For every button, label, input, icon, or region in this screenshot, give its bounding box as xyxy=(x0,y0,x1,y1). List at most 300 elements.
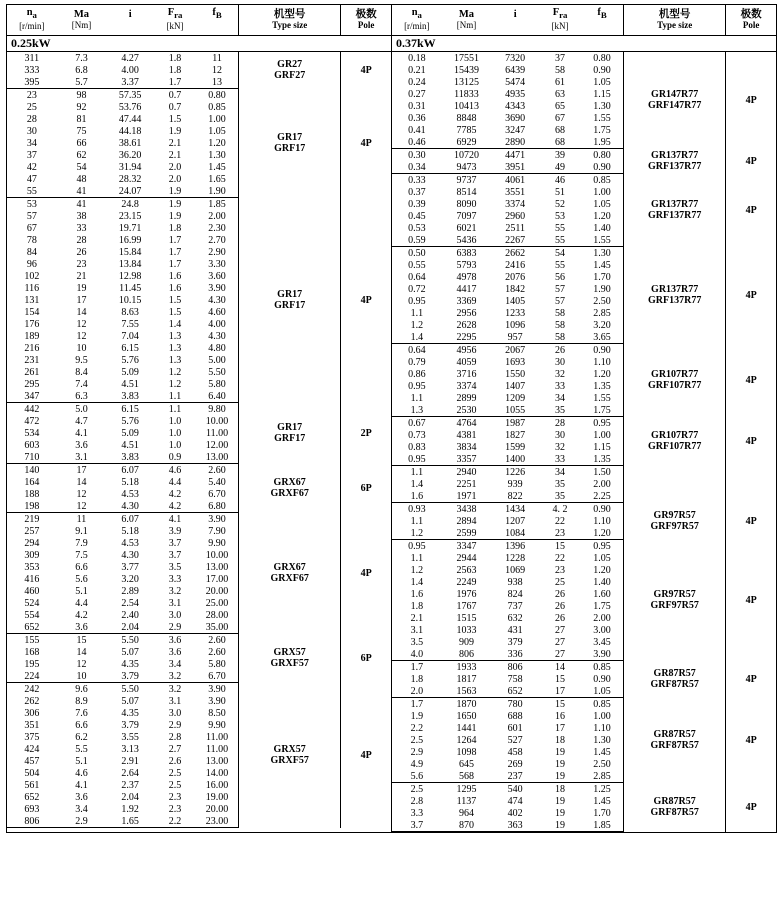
cell-c5: 1.40 xyxy=(593,576,611,588)
cell-c5: 1.30 xyxy=(593,100,611,112)
table-row xyxy=(7,52,391,65)
cell-c4: 1.3 xyxy=(168,354,182,366)
cell-c4: 19 xyxy=(555,746,566,758)
cell-c1: 1.9 xyxy=(410,710,424,722)
cell-c3: 1228 xyxy=(505,552,526,564)
cell-type-size: GR137R77 GRF137R77 xyxy=(624,247,726,344)
cell-c1: 1.1 xyxy=(410,552,424,564)
cell-c3: 632 xyxy=(507,612,523,624)
header-pole: 极数 Pole xyxy=(726,5,776,36)
cell-c4: 1.0 xyxy=(168,427,182,439)
cell-c5: 2.00 xyxy=(208,210,226,222)
cell-c5: 5.80 xyxy=(208,658,226,670)
cell-c4: 2.8 xyxy=(168,731,182,743)
cell-c2: 5.6 xyxy=(75,573,88,585)
cell-c4: 0.7 xyxy=(168,89,182,101)
cell-c1: 1.3 xyxy=(392,404,442,417)
cell-c4: 34 xyxy=(555,392,566,404)
cell-pole: 4P xyxy=(726,540,776,661)
cell-c4: 15 xyxy=(555,673,566,685)
cell-c1: 0.45 xyxy=(408,210,426,222)
cell-c3: 2267 xyxy=(491,234,539,247)
cell-c2: 7.6 xyxy=(75,707,88,719)
cell-c3: 1055 xyxy=(491,404,539,417)
cell-c3: 3.79 xyxy=(121,719,139,731)
cell-c3: 2890 xyxy=(491,136,539,149)
cell-c2: 41 xyxy=(76,198,87,210)
cell-c4: 1.6 xyxy=(168,282,182,294)
cell-c4: 19 xyxy=(555,758,566,770)
cell-c1: 0.18 xyxy=(408,52,426,64)
cell-c5: 3.60 xyxy=(208,270,226,282)
cell-c1: 47 xyxy=(26,173,37,185)
cell-type-size xyxy=(624,466,726,503)
cell-c5: 1.45 xyxy=(593,795,611,807)
cell-c2: 3834 xyxy=(456,441,477,453)
cell-c4: 68 xyxy=(555,124,566,136)
cell-c4: 35 xyxy=(555,478,566,490)
cell-c5: 11 xyxy=(212,52,222,64)
cell-c2: 9.5 xyxy=(75,354,88,366)
cell-c2: 14 xyxy=(76,476,87,488)
cell-c1: 347 xyxy=(7,390,57,403)
cell-c2: 2944 xyxy=(456,552,477,564)
cell-c4: 32 xyxy=(555,441,566,453)
cell-c5: 0.85 xyxy=(208,101,226,113)
cell-c1: 188 xyxy=(24,488,40,500)
cell-c3: 4.51 xyxy=(121,378,139,390)
cell-c3: 5.76 xyxy=(121,354,139,366)
cell-c5: 2.30 xyxy=(208,222,226,234)
cell-c2: 7.4 xyxy=(75,378,88,390)
cell-c3: 5.18 xyxy=(121,476,139,488)
cell-c1: 1.1 xyxy=(410,466,424,478)
cell-c2: 2940 xyxy=(456,466,477,478)
cell-c5: 2.85 xyxy=(593,307,611,319)
cell-c3: 3374 xyxy=(505,198,526,210)
cell-c3: 4.53 xyxy=(121,488,139,500)
cell-c5: 5.00 xyxy=(208,354,226,366)
cell-c5: 1.00 xyxy=(593,429,611,441)
cell-c1: 67 xyxy=(26,222,37,234)
cell-c4: 17 xyxy=(539,685,581,698)
cell-c2: 19 xyxy=(76,282,87,294)
cell-c5: 1.10 xyxy=(593,356,611,368)
cell-c4: 4.4 xyxy=(168,476,182,488)
cell-c3: 1434 xyxy=(505,503,526,515)
cell-c1: 261 xyxy=(24,366,40,378)
cell-c3: 4.51 xyxy=(121,439,139,451)
cell-c2: 1137 xyxy=(456,795,477,807)
cell-c4: 3.6 xyxy=(168,646,182,658)
cell-c2: 8090 xyxy=(456,198,477,210)
cell-c5: 1.20 xyxy=(593,210,611,222)
cell-c2: 10 xyxy=(76,342,87,354)
cell-c3: 13.84 xyxy=(118,258,142,270)
table-row xyxy=(7,198,391,211)
left-power-label: 0.25kW xyxy=(7,36,391,52)
cell-c5: 5.50 xyxy=(208,366,226,378)
cell-c5: 1.35 xyxy=(593,380,611,392)
cell-c4: 3.1 xyxy=(168,695,182,707)
cell-c5: 5.40 xyxy=(208,476,226,488)
cell-c5: 13.00 xyxy=(205,755,229,767)
cell-c3: 23.15 xyxy=(118,210,142,222)
cell-c3: 2.89 xyxy=(121,585,139,597)
cell-c3: 1842 xyxy=(505,283,526,295)
cell-c3: 2416 xyxy=(505,259,526,271)
cell-c3: 822 xyxy=(491,490,539,503)
table-row xyxy=(7,464,391,477)
cell-type-size: GR27 GRF27 xyxy=(239,52,341,89)
right-data-body xyxy=(392,52,776,832)
cell-c4: 55 xyxy=(555,259,566,271)
cell-c4: 26 xyxy=(555,588,566,600)
cell-c5: 2.60 xyxy=(208,464,226,476)
cell-c1: 195 xyxy=(24,658,40,670)
cell-c1: 375 xyxy=(24,731,40,743)
cell-c1: 42 xyxy=(26,161,37,173)
cell-c1: 524 xyxy=(24,597,40,609)
cell-pole: 4P xyxy=(726,52,776,149)
cell-c3: 4.30 xyxy=(106,500,154,513)
cell-c2: 4059 xyxy=(456,356,477,368)
cell-c3: 2.04 xyxy=(106,621,154,634)
cell-c3: 5.09 xyxy=(121,366,139,378)
cell-c3: 458 xyxy=(507,746,523,758)
cell-c3: 5.07 xyxy=(121,695,139,707)
header-fb: $f_B$ xyxy=(196,5,239,36)
table-row xyxy=(392,174,776,187)
table-row xyxy=(392,466,776,479)
cell-c1: 0.21 xyxy=(408,64,426,76)
cell-c4: 3.7 xyxy=(168,537,182,549)
cell-c5: 3.20 xyxy=(593,319,611,331)
cell-pole: 4P xyxy=(726,417,776,466)
cell-c5: 6.80 xyxy=(196,500,239,513)
cell-c2: 7097 xyxy=(456,210,477,222)
cell-c1: 561 xyxy=(24,779,40,791)
cell-c3: 957 xyxy=(491,331,539,344)
cell-c3: 939 xyxy=(507,478,523,490)
cell-c2: 12 xyxy=(76,318,87,330)
left-spec-table xyxy=(7,5,391,828)
cell-c5: 0.90 xyxy=(593,64,611,76)
cell-c1: 0.93 xyxy=(408,503,426,515)
cell-c4: 1.3 xyxy=(168,330,182,342)
cell-c5: 0.90 xyxy=(593,673,611,685)
cell-c2: 75 xyxy=(76,125,87,137)
cell-c5: 2.70 xyxy=(208,234,226,246)
cell-c4: 25 xyxy=(555,576,566,588)
cell-c5: 8.50 xyxy=(208,707,226,719)
cell-c3: 5474 xyxy=(505,76,526,88)
header-ma: Ma [Nm] xyxy=(57,5,107,36)
cell-c3: 652 xyxy=(491,685,539,698)
cell-c3: 1096 xyxy=(505,319,526,331)
cell-c1: 0.24 xyxy=(408,76,426,88)
cell-c5: 1.45 xyxy=(208,161,226,173)
cell-c5: 14.00 xyxy=(205,767,229,779)
cell-c5: 3.90 xyxy=(208,683,226,695)
cell-c1: 262 xyxy=(24,695,40,707)
cell-c2: 7.9 xyxy=(75,537,88,549)
cell-c5: 1.65 xyxy=(208,173,226,185)
cell-c3: 1987 xyxy=(505,417,526,429)
cell-pole: 4P xyxy=(726,174,776,247)
table-row xyxy=(392,344,776,357)
cell-pole: 4P xyxy=(341,683,391,828)
cell-c3: 431 xyxy=(507,624,523,636)
cell-c4: 14 xyxy=(555,661,566,673)
cell-c4: 57 xyxy=(555,283,566,295)
cell-c4: 2.7 xyxy=(168,743,182,755)
cell-c3: 6439 xyxy=(505,64,526,76)
cell-c2: 5793 xyxy=(456,259,477,271)
cell-c1: 224 xyxy=(7,670,57,683)
cell-c5: 9.90 xyxy=(208,719,226,731)
cell-c2: 3.6 xyxy=(75,439,88,451)
cell-c4: 30 xyxy=(555,356,566,368)
cell-c2: 1441 xyxy=(456,722,477,734)
cell-c5: 3.90 xyxy=(208,695,226,707)
cell-c2: 2251 xyxy=(456,478,477,490)
cell-c4: 2.5 xyxy=(168,767,182,779)
cell-type-size: GRX67 GRXF67 xyxy=(239,513,341,634)
cell-c2: 8.4 xyxy=(75,366,88,378)
cell-c1: 424 xyxy=(24,743,40,755)
cell-c3: 53.76 xyxy=(118,101,142,113)
cell-c5: 0.80 xyxy=(208,89,226,101)
cell-c4: 1.8 xyxy=(168,222,182,234)
cell-c2: 6021 xyxy=(456,222,477,234)
cell-c5: 1.95 xyxy=(581,136,624,149)
cell-c2: 3.1 xyxy=(57,451,107,464)
cell-c5: 2.50 xyxy=(593,295,611,307)
cell-c3: 36.20 xyxy=(118,149,142,161)
cell-c1: 0.27 xyxy=(408,88,426,100)
cell-c1: 257 xyxy=(24,525,40,537)
cell-c3: 4935 xyxy=(505,88,526,100)
cell-c2: 9.6 xyxy=(75,683,88,695)
cell-c3: 2067 xyxy=(505,344,526,356)
cell-c3: 2076 xyxy=(505,271,526,283)
cell-c2: 41 xyxy=(57,185,107,198)
cell-c1: 131 xyxy=(24,294,40,306)
table-row xyxy=(7,513,391,526)
cell-type-size: GR17 GRF17 xyxy=(239,89,341,198)
header-na: $n_a$ [r/min] xyxy=(7,5,57,36)
left-header-row xyxy=(7,5,391,36)
cell-c5: 7.90 xyxy=(208,525,226,537)
cell-c1: 2.0 xyxy=(392,685,442,698)
header-type-size: 机型号 Type size xyxy=(239,5,341,36)
cell-c1: 1.6 xyxy=(410,588,424,600)
cell-c2: 870 xyxy=(442,819,492,832)
cell-pole: 4P xyxy=(726,503,776,540)
cell-c2: 568 xyxy=(442,770,492,783)
cell-c5: 1.30 xyxy=(208,149,226,161)
cell-c4: 1.9 xyxy=(154,185,196,198)
cell-c5: 1.70 xyxy=(593,807,611,819)
cell-c1: 0.41 xyxy=(408,124,426,136)
cell-c5: 1.45 xyxy=(593,259,611,271)
cell-c4: 1.5 xyxy=(168,306,182,318)
table-row xyxy=(392,540,776,553)
cell-c2: 9.1 xyxy=(75,525,88,537)
cell-c5: 3.30 xyxy=(208,258,226,270)
spec-table-outer xyxy=(6,4,777,833)
cell-pole: 4P xyxy=(341,198,391,403)
cell-c3: 6.07 xyxy=(121,513,139,525)
cell-c1: 472 xyxy=(24,415,40,427)
cell-c4: 4.6 xyxy=(168,464,182,476)
cell-c1: 1.4 xyxy=(410,576,424,588)
cell-c2: 7.3 xyxy=(75,52,88,64)
cell-c4: 1.5 xyxy=(168,113,182,125)
cell-c1: 0.59 xyxy=(392,234,442,247)
cell-c4: 1.9 xyxy=(168,198,182,210)
cell-c3: 474 xyxy=(507,795,523,807)
cell-c4: 56 xyxy=(555,271,566,283)
cell-c5: 0.90 xyxy=(581,161,624,174)
cell-c1: 1.4 xyxy=(410,478,424,490)
cell-c3: 1599 xyxy=(505,441,526,453)
cell-c3: 5.07 xyxy=(121,646,139,658)
cell-c5: 10.00 xyxy=(205,549,229,561)
cell-c2: 14 xyxy=(76,306,87,318)
cell-c3: 1207 xyxy=(505,515,526,527)
cell-c3: 1550 xyxy=(505,368,526,380)
cell-c1: 0.33 xyxy=(408,174,426,186)
cell-c4: 63 xyxy=(555,88,566,100)
cell-c3: 3.55 xyxy=(121,731,139,743)
cell-c3: 44.18 xyxy=(118,125,142,137)
cell-c5: 11.00 xyxy=(205,427,229,439)
cell-c4: 58 xyxy=(555,319,566,331)
table-row xyxy=(392,698,776,711)
cell-c3: 28.32 xyxy=(118,173,142,185)
cell-type-size: GR17 GRF17 xyxy=(239,198,341,403)
table-row xyxy=(392,661,776,674)
cell-c3: 4061 xyxy=(505,174,526,186)
cell-c1: 1.4 xyxy=(392,331,442,344)
cell-c4: 52 xyxy=(555,198,566,210)
cell-c5: 35.00 xyxy=(196,621,239,634)
cell-c2: 1971 xyxy=(442,490,492,503)
cell-c5: 13.00 xyxy=(205,561,229,573)
cell-c2: 5.7 xyxy=(57,76,107,89)
cell-c4: 3.2 xyxy=(168,683,182,695)
cell-c4: 28 xyxy=(555,417,566,429)
cell-c5: 10.00 xyxy=(205,415,229,427)
cell-c2: 3347 xyxy=(456,540,477,552)
cell-c1: 395 xyxy=(7,76,57,89)
cell-c4: 2.1 xyxy=(168,137,182,149)
cell-c1: 1.1 xyxy=(410,307,424,319)
cell-type-size: GR107R77 GRF107R77 xyxy=(624,417,726,466)
cell-c4: 37 xyxy=(555,52,566,64)
cell-c5: 1.30 xyxy=(593,247,611,259)
cell-c5: 6.70 xyxy=(208,488,226,500)
cell-c5: 2.50 xyxy=(593,758,611,770)
cell-c4: 1.2 xyxy=(168,378,182,390)
cell-c4: 15 xyxy=(555,540,566,552)
cell-c3: 758 xyxy=(507,673,523,685)
cell-c4: 1.3 xyxy=(168,342,182,354)
cell-c3: 38.61 xyxy=(118,137,142,149)
cell-c3: 7.04 xyxy=(121,330,139,342)
cell-c4: 19 xyxy=(555,795,566,807)
cell-c1: 311 xyxy=(24,52,40,64)
cell-c3: 5.09 xyxy=(121,427,139,439)
cell-c3: 3.83 xyxy=(106,451,154,464)
cell-c2: 6.8 xyxy=(75,64,88,76)
cell-c4: 2.5 xyxy=(168,779,182,791)
cell-c4: 1.8 xyxy=(168,64,182,76)
cell-c5: 0.85 xyxy=(593,174,611,186)
cell-c4: 15 xyxy=(555,698,566,710)
cell-c4: 2.0 xyxy=(168,173,182,185)
cell-pole: 4P xyxy=(726,149,776,174)
cell-c1: 78 xyxy=(26,234,37,246)
cell-c5: 19.00 xyxy=(205,791,229,803)
cell-c1: 1.2 xyxy=(410,319,424,331)
cell-c4: 26 xyxy=(555,344,566,356)
cell-c1: 806 xyxy=(7,815,57,828)
cell-c2: 2899 xyxy=(456,392,477,404)
cell-c2: 3.6 xyxy=(57,621,107,634)
cell-c1: 1.2 xyxy=(410,564,424,576)
cell-c5: 23.00 xyxy=(196,815,239,828)
cell-c4: 1.0 xyxy=(168,415,182,427)
cell-c4: 58 xyxy=(555,64,566,76)
right-power-label: 0.37kW xyxy=(392,36,776,52)
cell-c2: 92 xyxy=(76,101,87,113)
cell-c1: 0.37 xyxy=(408,186,426,198)
cell-c2: 4.1 xyxy=(75,779,88,791)
cell-c1: 189 xyxy=(24,330,40,342)
cell-c3: 19.71 xyxy=(118,222,142,234)
cell-c1: 116 xyxy=(24,282,40,294)
cell-c1: 57 xyxy=(26,210,37,222)
table-row xyxy=(7,683,391,696)
cell-c3: 527 xyxy=(507,734,523,746)
cell-c5: 2.85 xyxy=(581,770,624,783)
cell-c1: 231 xyxy=(24,354,40,366)
cell-c1: 710 xyxy=(7,451,57,464)
cell-c1: 306 xyxy=(24,707,40,719)
table-row xyxy=(7,634,391,647)
cell-c1: 4.0 xyxy=(392,648,442,661)
cell-c1: 53 xyxy=(26,198,37,210)
cell-c3: 1405 xyxy=(505,295,526,307)
cell-c2: 5.1 xyxy=(75,585,88,597)
cell-c4: 32 xyxy=(555,368,566,380)
cell-c5: 1.70 xyxy=(593,271,611,283)
cell-c2: 2295 xyxy=(442,331,492,344)
cell-c1: 168 xyxy=(24,646,40,658)
cell-c5: 0.80 xyxy=(593,149,611,161)
cell-c4: 1.1 xyxy=(168,403,182,415)
cell-c2: 3716 xyxy=(456,368,477,380)
right-header-row xyxy=(392,5,776,36)
right-power-row xyxy=(392,36,776,52)
cell-c3: 3.20 xyxy=(121,573,139,585)
cell-c4: 1.7 xyxy=(168,234,182,246)
cell-c2: 4.4 xyxy=(75,597,88,609)
cell-c5: 1.05 xyxy=(593,76,611,88)
